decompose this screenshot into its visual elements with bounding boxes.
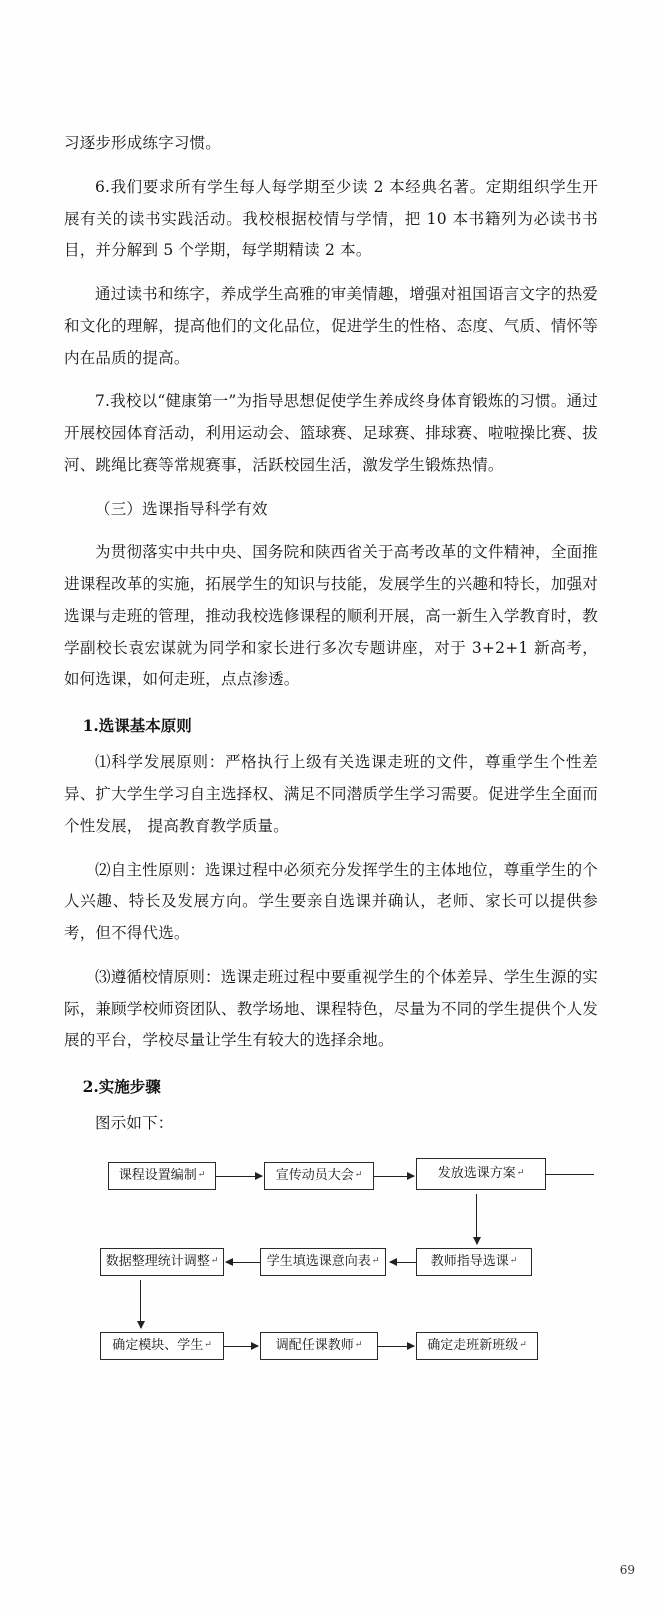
flow-arrow-down (476, 1194, 477, 1244)
document-body (64, 128, 598, 1386)
heading-selection-principles: 1.选课基本原则 (82, 716, 192, 736)
flow-node-new-class: 确定走班新班级 ↵ (416, 1332, 538, 1360)
flow-arrow-left (390, 1262, 416, 1263)
flow-arrow (224, 1346, 258, 1347)
principle-item: ⑶遵循校情原则：选课走班过程中要重视学生的个体差异、学生生源的实际，兼顾学校师资团队、教学场地、课程特色，尽量为不同的学生提供个人发展的平台，学校尽量让学生有较大的选择余地。 (64, 967, 598, 1050)
flow-node-confirm-module: 确定模块、学生 ↵ (100, 1332, 224, 1360)
edit-mark-icon: ↵ (516, 1167, 525, 1178)
paragraph: 7.我校以“健康第一”为指导思想促使学生养成终身体育锻炼的习惯。通过开展校园体育活动，利用运动会、篮球赛、足球赛、排球赛、啦啦操比赛、拔河、跳绳比赛等常规赛事，活跃校园生活，激发学生锻炼热情。 (64, 392, 598, 474)
flow-node-data-adjust: 数据整理统计调整 ↵ (100, 1248, 224, 1276)
principle-item: ⑵自主性原则：选课过程中必须充分发挥学生的主体地位，尊重学生的个人兴趣、特长及发展方向。学生要亲自选课并确认，老师、家长可以提供参考，但不得代选。 (64, 860, 598, 943)
paragraph: 通过读书和练字，养成学生高雅的审美情趣，增强对祖国语言文字的热爱和文化的理解，提高他们的文化品位，促进学生的性格、态度、气质、情怀等内在品质的提高。 (64, 285, 598, 367)
heading-implementation-steps: 2.实施步骤 (82, 1077, 161, 1097)
flow-node-student-form: 学生填选课意向表 ↵ (260, 1248, 386, 1276)
flow-arrow (378, 1346, 414, 1347)
edit-mark-icon: ↵ (519, 1339, 527, 1350)
flow-node-course-setup: 课程设置编制 ↵ (108, 1162, 216, 1190)
paragraph-section-heading: （三）选课指导科学有效 (95, 499, 268, 518)
flow-node-teacher-guidance: 教师指导选课 ↵ (416, 1248, 532, 1276)
edit-mark-icon: ↵ (354, 1169, 363, 1180)
edit-mark-icon: ↵ (197, 1169, 206, 1180)
figure-caption: 图示如下： (95, 1114, 174, 1133)
edit-mark-icon: ↵ (371, 1255, 380, 1266)
flow-line (546, 1174, 594, 1175)
flow-arrow (216, 1176, 262, 1177)
flow-arrow-left (226, 1262, 260, 1263)
edit-mark-icon: ↵ (354, 1339, 363, 1350)
flow-arrow-down (140, 1280, 141, 1328)
page-number: 69 (619, 1563, 635, 1577)
paragraph: 6.我们要求所有学生每人每学期至少读 2 本经典名著。定期组织学生开展有关的读书实践活动。我校根据校情与学情，把 10 本书籍列为必读书书目，并分解到 5 个学期，每学期精读 2 本。 (64, 177, 598, 260)
flow-node-distribute-plan: 发放选课方案 ↵ (416, 1158, 546, 1190)
flow-node-mobilization-meeting: 宣传动员大会 ↵ (264, 1162, 374, 1190)
flow-arrow (374, 1176, 414, 1177)
edit-mark-icon: ↵ (204, 1339, 212, 1350)
paragraph: 习逐步形成练字习惯。 (64, 134, 222, 152)
paragraph: 为贯彻落实中共中央、国务院和陕西省关于高考改革的文件精神，全面推进课程改革的实施，拓展学生的知识与技能，发展学生的兴趣和特长，加强对选课与走班的管理，推动我校选修课程的顺利开展，高一新生入学教育时，教学副校长袁宏谋就为同学和家长进行多次专题讲座，对于 3+2+1 新高考，如何选课，如何走班，点点渗透。 (64, 543, 598, 689)
principle-item: ⑴科学发展原则：严格执行上级有关选课走班的文件，尊重学生个性差异、扩大学生学习自主选择权、满足不同潜质学生学习需要。促进学生全面而个性发展， 提高教育教学质量。 (64, 753, 598, 835)
flow-node-assign-teachers: 调配任课教师 ↵ (260, 1332, 378, 1360)
edit-mark-icon: ↵ (509, 1255, 518, 1266)
flowchart (64, 1156, 598, 1386)
edit-mark-icon: ↵ (210, 1255, 219, 1266)
